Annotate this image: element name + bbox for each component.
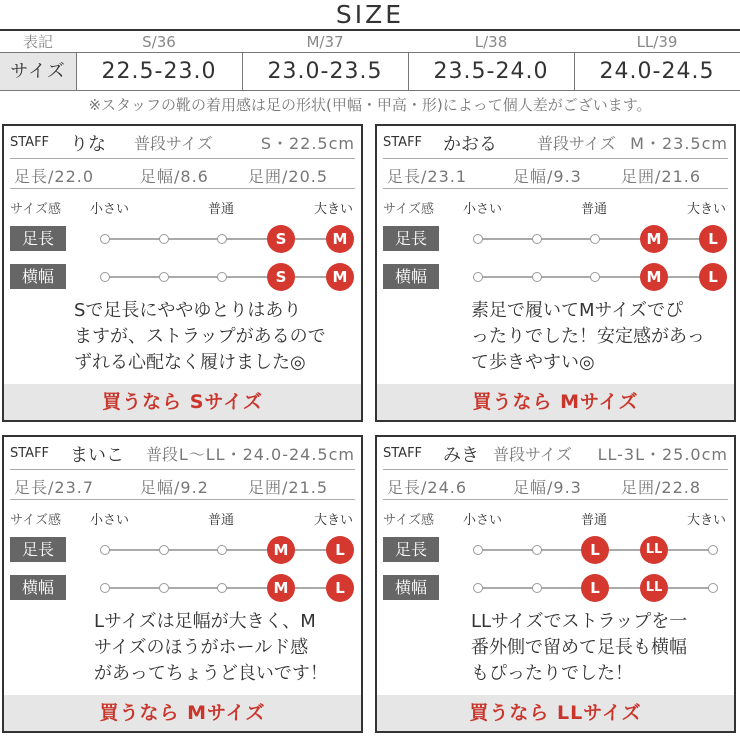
- size-marker: LL: [640, 574, 668, 602]
- scale-row-length-label: 足長: [10, 226, 66, 251]
- scale-title: サイズ感: [383, 202, 434, 217]
- size-marker: M: [267, 536, 295, 564]
- comment-line: があってちょうど良いです！: [94, 663, 328, 684]
- size-marker: L: [581, 574, 609, 602]
- size-table: [0, 31, 740, 93]
- staff-panel: [2, 124, 363, 422]
- staff-header: [383, 130, 728, 156]
- scale-stop: [590, 272, 600, 282]
- header-divider: [383, 469, 728, 470]
- foot-length: 足長/22.0: [14, 167, 95, 186]
- foot-girth: 足囲/20.5: [248, 167, 329, 186]
- size-table-col-m: M/37: [306, 33, 344, 51]
- scale-title: サイズ感: [383, 513, 434, 528]
- fit-note: ※スタッフの靴の着用感は足の形状(甲幅・甲高・形)によって個人差がございます。: [88, 96, 652, 114]
- scale-row-length-label: 足長: [383, 226, 439, 251]
- scale-large-label: 大きい: [687, 202, 727, 217]
- size-marker: L: [699, 225, 727, 253]
- scale-title: サイズ感: [10, 202, 61, 217]
- usual-size-label: 普段サイズ: [493, 445, 572, 464]
- usual-size-label: 普段: [146, 445, 179, 464]
- recommended-size: 買うなら Mサイズ: [377, 384, 734, 420]
- staff-header: [10, 130, 355, 156]
- staff-panel: [375, 435, 736, 733]
- scale-stop: [159, 272, 169, 282]
- scale-small-label: 小さい: [90, 202, 130, 217]
- foot-length: 足長/24.6: [387, 478, 468, 497]
- size-marker: LL: [640, 536, 668, 564]
- size-marker: L: [581, 536, 609, 564]
- scale-stop: [473, 545, 483, 555]
- size-table-header-row: [0, 31, 740, 53]
- staff-name: りな: [70, 134, 106, 155]
- scale-stop: [217, 545, 227, 555]
- page-title: SIZE: [335, 0, 405, 29]
- measurement-divider: [10, 499, 355, 500]
- scale-stop: [217, 272, 227, 282]
- scale-small-label: 小さい: [90, 513, 130, 528]
- usual-size-value: LL-3L・25.0cm: [597, 445, 728, 464]
- measurement-divider: [383, 188, 728, 189]
- scale-stop: [708, 583, 718, 593]
- usual-size-value: L〜LL・24.0-24.5cm: [178, 445, 355, 464]
- scale-stop: [708, 545, 718, 555]
- staff-comment: [94, 609, 355, 687]
- scale-stop: [159, 545, 169, 555]
- staff-panel: [2, 435, 363, 733]
- staff-comment: [74, 298, 355, 376]
- recommended-size: 買うなら LLサイズ: [377, 695, 734, 731]
- scale-row-width-label: 横幅: [383, 575, 439, 600]
- size-marker: L: [699, 263, 727, 291]
- scale-large-label: 大きい: [687, 513, 727, 528]
- comment-line: ったりでした！安定感があっ: [471, 326, 705, 347]
- scale-stop: [473, 272, 483, 282]
- usual-size-label: 普段サイズ: [134, 134, 213, 153]
- scale-normal-label: 普通: [208, 513, 235, 528]
- size-marker: S: [267, 263, 295, 291]
- staff-name: みき: [443, 445, 479, 466]
- scale-stop: [100, 234, 110, 244]
- scale-small-label: 小さい: [463, 202, 503, 217]
- foot-girth: 足囲/22.8: [621, 478, 702, 497]
- comment-line: Sで足長にややゆとりはあり: [74, 300, 302, 321]
- scale-large-label: 大きい: [314, 513, 354, 528]
- size-marker: S: [267, 225, 295, 253]
- scale-stop: [159, 583, 169, 593]
- size-table-value-m: 23.0-23.5: [267, 59, 383, 84]
- scale-stop: [590, 234, 600, 244]
- scale-stop: [100, 545, 110, 555]
- staff-label: STAFF: [383, 446, 423, 461]
- size-table-bottom-rule: [0, 90, 740, 91]
- foot-width: 足幅/9.3: [513, 167, 582, 186]
- scale-stop: [217, 583, 227, 593]
- scale-stop: [100, 272, 110, 282]
- scale-title: サイズ感: [10, 513, 61, 528]
- size-table-value-ll: 24.0-24.5: [599, 59, 715, 84]
- scale-large-label: 大きい: [314, 202, 354, 217]
- size-marker: M: [640, 225, 668, 253]
- size-table-col-ll: LL/39: [636, 33, 678, 51]
- header-divider: [10, 469, 355, 470]
- size-table-value-l: 23.5-24.0: [433, 59, 549, 84]
- scale-row-width-label: 横幅: [10, 575, 66, 600]
- size-marker: M: [326, 263, 354, 291]
- header-divider: [383, 158, 728, 159]
- staff-label: STAFF: [383, 135, 423, 150]
- size-table-value-row: [0, 53, 740, 91]
- scale-stop: [532, 545, 542, 555]
- foot-girth: 足囲/21.5: [248, 478, 329, 497]
- recommended-size: 買うなら Mサイズ: [4, 695, 361, 731]
- scale-stop: [532, 272, 542, 282]
- foot-width: 足幅/8.6: [140, 167, 209, 186]
- size-marker: M: [267, 574, 295, 602]
- scale-row-length-label: 足長: [383, 537, 439, 562]
- comment-line: サイズのほうがホールド感: [94, 637, 309, 658]
- staff-header: [383, 441, 728, 467]
- scale-normal-label: 普通: [208, 202, 235, 217]
- staff-label: STAFF: [10, 446, 50, 461]
- size-marker: M: [640, 263, 668, 291]
- comment-line: て歩きやすい◎: [471, 352, 595, 373]
- scale-row-width-label: 横幅: [10, 264, 66, 289]
- size-marker: M: [326, 225, 354, 253]
- scale-stop: [532, 234, 542, 244]
- scale-normal-label: 普通: [581, 202, 608, 217]
- foot-girth: 足囲/21.6: [621, 167, 702, 186]
- size-table-col-l: L/38: [474, 33, 508, 51]
- header-divider: [10, 158, 355, 159]
- usual-size-value: S・22.5cm: [260, 134, 355, 153]
- scale-stop: [473, 583, 483, 593]
- size-table-value-s: 22.5-23.0: [101, 59, 217, 84]
- measurement-divider: [10, 188, 355, 189]
- scale-normal-label: 普通: [581, 513, 608, 528]
- staff-name: まいこ: [70, 445, 124, 466]
- usual-size-label: 普段サイズ: [537, 134, 616, 153]
- foot-length: 足長/23.1: [387, 167, 468, 186]
- comment-line: LLサイズでストラップを一: [471, 611, 688, 632]
- recommended-size: 買うなら Sサイズ: [4, 384, 361, 420]
- size-marker: L: [326, 574, 354, 602]
- scale-stop: [159, 234, 169, 244]
- size-table-col-s: S/36: [142, 33, 176, 51]
- comment-line: 番外側で留めて足長も横幅: [471, 637, 687, 658]
- scale-stop: [473, 234, 483, 244]
- comment-line: Lサイズは足幅が大きく、M: [94, 611, 316, 632]
- comment-line: もぴったりでした！: [471, 663, 633, 684]
- size-table-row-label: サイズ: [0, 53, 76, 91]
- comment-line: 素足で履いてMサイズでぴ: [471, 300, 684, 321]
- size-marker: L: [326, 536, 354, 564]
- scale-stop: [532, 583, 542, 593]
- comment-line: ますが、ストラップがあるので: [74, 326, 326, 347]
- staff-label: STAFF: [10, 135, 50, 150]
- size-table-header-label: 表記: [22, 33, 53, 51]
- usual-size-value: M・23.5cm: [630, 134, 728, 153]
- scale-stop: [217, 234, 227, 244]
- scale-small-label: 小さい: [463, 513, 503, 528]
- foot-width: 足幅/9.2: [140, 478, 209, 497]
- staff-name: かおる: [443, 134, 497, 155]
- foot-length: 足長/23.7: [14, 478, 95, 497]
- scale-row-width-label: 横幅: [383, 264, 439, 289]
- staff-comment: [471, 298, 728, 376]
- measurement-divider: [383, 499, 728, 500]
- comment-line: ずれる心配なく履けました◎: [74, 352, 306, 373]
- staff-comment: [471, 609, 728, 687]
- scale-stop: [100, 583, 110, 593]
- foot-width: 足幅/9.3: [513, 478, 582, 497]
- staff-panel: [375, 124, 736, 422]
- staff-header: [10, 441, 355, 467]
- scale-row-length-label: 足長: [10, 537, 66, 562]
